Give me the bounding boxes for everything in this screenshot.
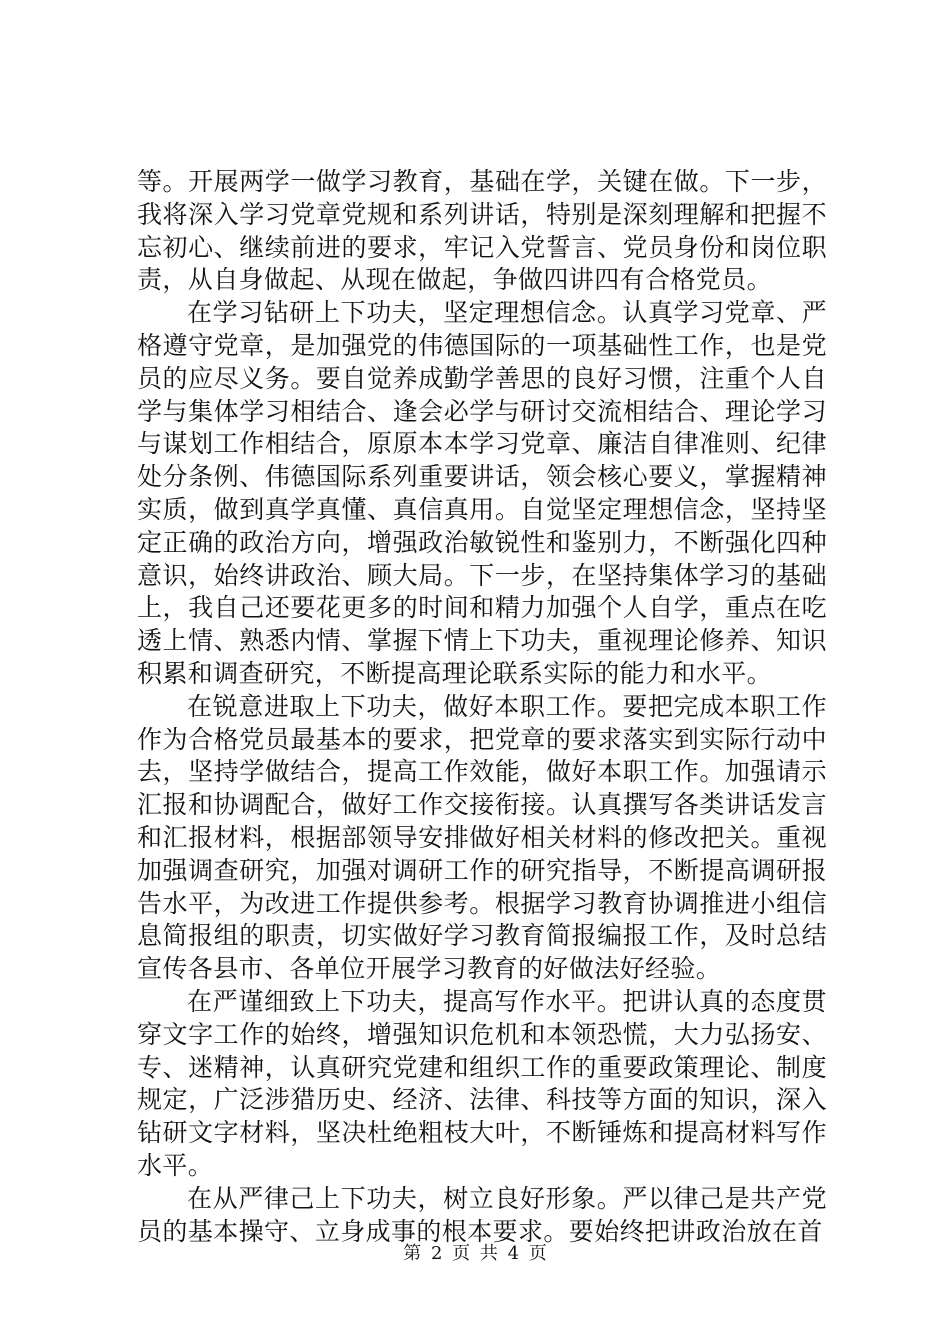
paragraph-continuation: 等。开展两学一做学习教育，基础在学，关键在做。下一步，我将深入学习党章党规和系列讲话，特别是深刻理解和把握不忘初心、继续前进的要求，牢记入党誓言、党员身份和岗位职责，从自身做起、从现在做起，争做四讲四有合格党员。 bbox=[137, 167, 827, 295]
paragraph-self-discipline: 在从严律己上下功夫，树立良好形象。严以律己是共产党员的基本操守、立身成事的根本要求。要始终把讲政治放在首 bbox=[137, 1183, 827, 1246]
paragraph-writing-skill: 在严谨细致上下功夫，提高写作水平。把讲认真的态度贯穿文字工作的始终，增强知识危机和本领恐慌，大力弘扬安、专、迷精神，认真研究党建和组织工作的重要政策理论、制度规定，广泛涉猎历史、经济、法律、科技等方面的知识，深入钻研文字材料，坚决杜绝粗枝大叶，不断锤炼和提高材料写作水平。 bbox=[137, 986, 827, 1180]
paragraph-work-duties: 在锐意进取上下功夫，做好本职工作。要把完成本职工作作为合格党员最基本的要求，把党章的要求落实到实际行动中去，坚持学做结合，提高工作效能，做好本职工作。加强请示汇报和协调配合，做好工作交接衔接。认真撰写各类讲话发言和汇报材料，根据部领导安排做好相关材料的修改把关。重视加强调查研究，加强对调研工作的研究指导，不断提高调研报告水平，为改进工作提供参考。根据学习教育协调推进小组信息简报组的职责，切实做好学习教育简报编报工作，及时总结宣传各县市、各单位开展学习教育的好做法好经验。 bbox=[137, 691, 827, 984]
paragraph-study-ideals: 在学习钻研上下功夫，坚定理想信念。认真学习党章、严格遵守党章，是加强党的伟德国际的一项基础性工作，也是党员的应尽义务。要自觉养成勤学善思的良好习惯，注重个人自学与集体学习相结合、逢会必学与研讨交流相结合、理论学习与谋划工作相结合，原原本本学习党章、廉洁自律准则、纪律处分条例、伟德国际系列重要讲话，领会核心要义，掌握精神实质，做到真学真懂、真信真用。自觉坚定理想信念，坚持坚定正确的政治方向，增强政治敏锐性和鉴别力，不断强化四种意识，始终讲政治、顾大局。下一步，在坚持集体学习的基础上，我自己还要花更多的时间和精力加强个人自学，重点在吃透上情、熟悉内情、掌握下情上下功夫，重视理论修养、知识积累和调查研究，不断提高理论联系实际的能力和水平。 bbox=[137, 298, 827, 688]
page-number-footer: 第 2 页 共 4 页 bbox=[403, 1243, 547, 1264]
document-body bbox=[137, 166, 827, 1248]
